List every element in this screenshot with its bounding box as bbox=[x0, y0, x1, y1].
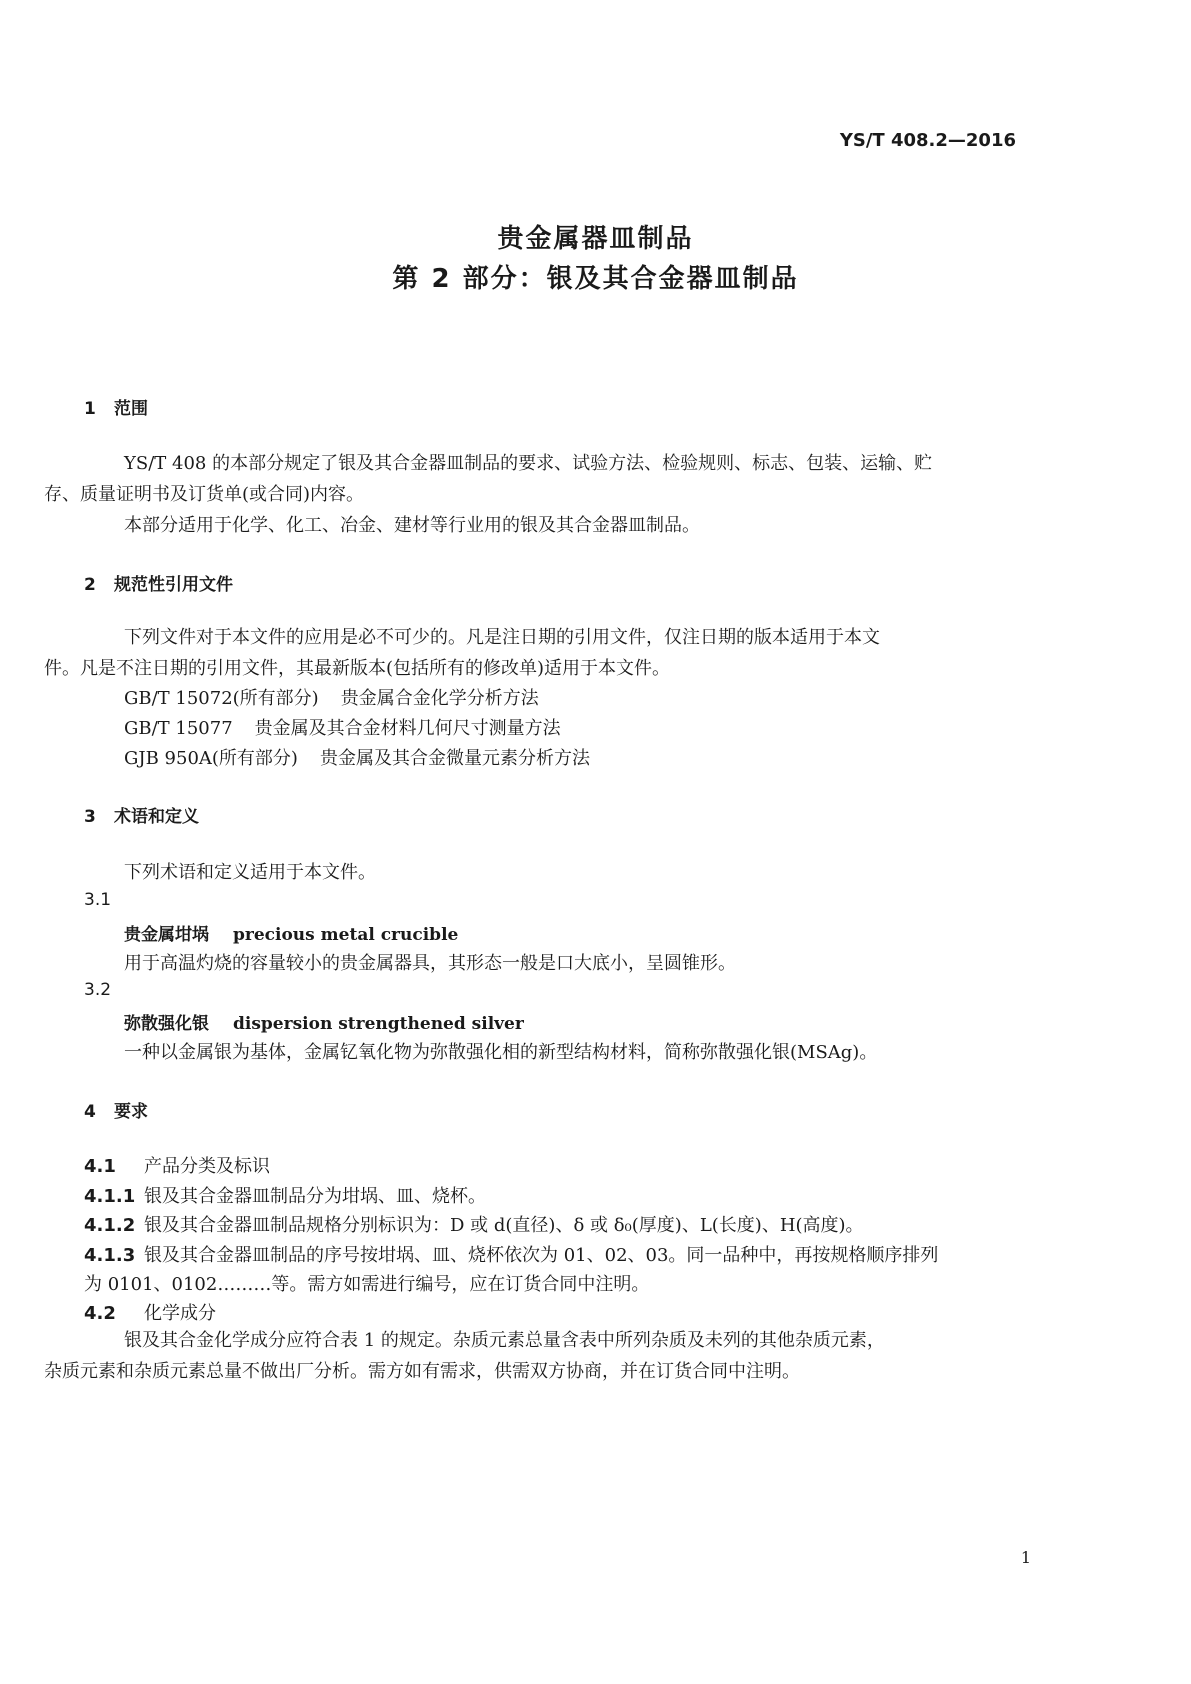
clause-4-2: 4.2 化学成分 bbox=[84, 1303, 216, 1324]
reference-item: GB/T 15072(所有部分) 贵金属合金化学分析方法 bbox=[124, 688, 539, 709]
section-1-body bbox=[44, 448, 1024, 541]
term-3-1-number: 3.1 bbox=[84, 890, 112, 910]
page-number: 1 bbox=[1020, 1548, 1031, 1567]
section-4-heading: 4 要求 bbox=[84, 1102, 148, 1122]
reference-item: GB/T 15077 贵金属及其合金材料几何尺寸测量方法 bbox=[124, 718, 561, 739]
section-1-para-1: YS/T 408 的本部分规定了银及其合金器皿制品的要求、试验方法、检验规则、标志、包装、运输、贮 存、质量证明书及订货单(或合同)内容。 bbox=[44, 453, 933, 505]
section-1-para-2: 本部分适用于化学、化工、冶金、建材等行业用的银及其合金器皿制品。 bbox=[124, 515, 700, 536]
clause-4-1: 4.1 产品分类及标识 bbox=[84, 1156, 270, 1177]
clause-4-1-3-continued: 为 0101、0102………等。需方如需进行编号，应在订货合同中注明。 bbox=[84, 1274, 650, 1295]
term-3-1-definition: 用于高温灼烧的容量较小的贵金属器具，其形态一般是口大底小，呈圆锥形。 bbox=[124, 953, 736, 974]
section-3-heading: 3 术语和定义 bbox=[84, 807, 199, 827]
clause-4-1-1: 4.1.1 银及其合金器皿制品分为坩埚、皿、烧杯。 bbox=[84, 1186, 486, 1207]
term-3-2-definition: 一种以金属银为基体，金属钇氧化物为弥散强化相的新型结构材料，简称弥散强化银(MSAg)。 bbox=[124, 1042, 878, 1063]
section-1-heading: 1 范围 bbox=[84, 399, 148, 419]
document-title-line2: 第 2 部分：银及其合金器皿制品 bbox=[392, 264, 799, 294]
document-title-line1: 贵金属器皿制品 bbox=[497, 224, 694, 254]
document-number: YS/T 408.2—2016 bbox=[839, 130, 1016, 151]
section-3-intro: 下列术语和定义适用于本文件。 bbox=[124, 862, 376, 883]
clause-4-1-3: 4.1.3 银及其合金器皿制品的序号按坩埚、皿、烧杯依次为 01、02、03。同一品种中，再按规格顺序排列 bbox=[84, 1245, 939, 1266]
clause-4-2-body: 银及其合金化学成分应符合表 1 的规定。杂质元素总量含表中所列杂质及未列的其他杂质元素， 杂质元素和杂质元素总量不做出厂分析。需方如有需求，供需双方协商，并在订货合同中注明。 bbox=[44, 1330, 885, 1382]
term-3-2-number: 3.2 bbox=[84, 980, 112, 1000]
term-3-2-title: 弥散强化银 dispersion strengthened silver bbox=[124, 1014, 524, 1034]
section-2-heading: 2 规范性引用文件 bbox=[84, 575, 233, 595]
clause-4-1-2: 4.1.2 银及其合金器皿制品规格分别标识为：D 或 d(直径)、δ 或 δ₀(厚度)、L(长度)、H(高度)。 bbox=[84, 1215, 864, 1236]
reference-item: GJB 950A(所有部分) 贵金属及其合金微量元素分析方法 bbox=[124, 748, 590, 769]
section-2-body: 下列文件对于本文件的应用是必不可少的。凡是注日期的引用文件，仅注日期的版本适用于本文 件。凡是不注日期的引用文件，其最新版本(包括所有的修改单)适用于本文件。 bbox=[44, 627, 880, 679]
term-3-1-title: 贵金属坩埚 precious metal crucible bbox=[124, 925, 459, 945]
